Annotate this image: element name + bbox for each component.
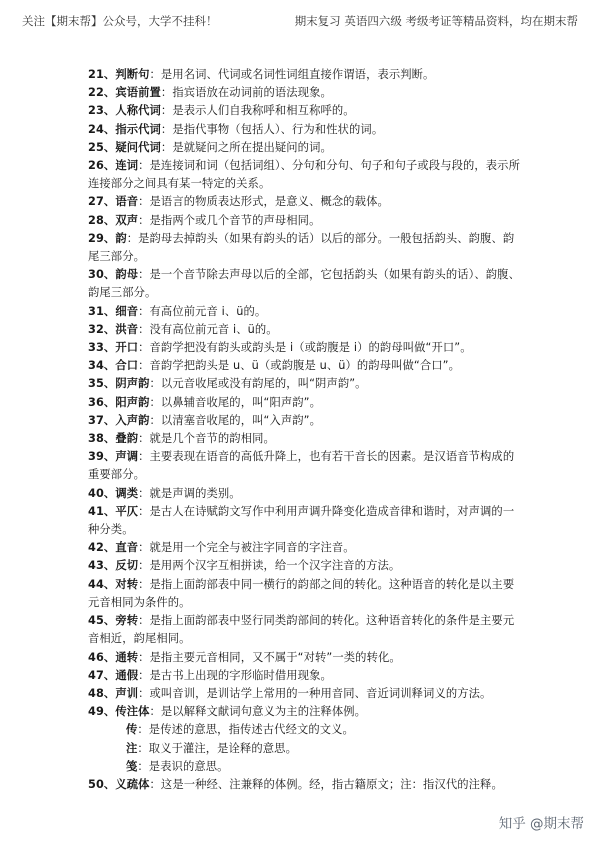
list-item	[88, 776, 520, 794]
entry-definition: ：是连接词和词（包括词组）、分句和分句、句子和句子或段与段的，表示所连接部分之间具有某一特定的关系。	[88, 159, 520, 191]
entry-term: 声训	[115, 686, 139, 700]
entry-number: 46、	[88, 650, 116, 664]
entry-number: 49、	[88, 705, 116, 719]
entry-definition: ：是就疑问之所在提出疑问的词。	[160, 140, 332, 154]
entry-term: 通转	[115, 650, 139, 664]
entry-term: 细音	[115, 304, 139, 318]
entry-number: 32、	[88, 322, 116, 336]
entry-definition: ：以清塞音收尾的，叫“入声韵”。	[149, 413, 321, 427]
entry-term: 洪音	[115, 322, 139, 336]
list-item	[88, 266, 520, 302]
entry-definition: ：是古书上出现的字形临时借用现象。	[138, 668, 332, 682]
list-item	[88, 703, 520, 721]
entry-term: 人称代词	[115, 104, 161, 118]
list-item	[88, 448, 520, 484]
entry-number: 27、	[88, 195, 116, 209]
entry-definition: ：是指两个或几个音节的声母相同。	[138, 213, 321, 227]
entry-term: 判断句	[115, 68, 150, 81]
list-item	[88, 84, 520, 102]
list-item	[88, 667, 520, 685]
entry-number: 30、	[88, 268, 116, 282]
entry-term: 对转	[115, 577, 139, 591]
entry-definition: ：是指上面韵部表中竖行同类韵部间的转化。这种语音转化的条件是主要元音相近，韵尾相同。	[88, 614, 515, 646]
entry-number: 25、	[88, 140, 116, 154]
entry-term: 旁转	[115, 614, 139, 628]
entry-number: 47、	[88, 668, 116, 682]
entry-number: 50、	[88, 777, 116, 791]
entry-definition: ：是指主要元音相同，又不属于“对转”一类的转化。	[138, 650, 401, 664]
entry-term: 阴声韵	[115, 377, 150, 391]
entry-definition: ：以元音收尾或没有韵尾的，叫“阴声韵”。	[149, 377, 367, 391]
entry-definition: ：就是用一个完全与被注字同音的字注音。	[138, 541, 355, 555]
entry-number: 39、	[88, 450, 116, 464]
list-item	[88, 430, 520, 448]
entry-term: 语音	[115, 195, 139, 209]
entry-number: 43、	[88, 559, 116, 573]
entry-number: 24、	[88, 122, 116, 136]
entry-term: 通假	[115, 668, 139, 682]
list-item	[88, 685, 520, 703]
entry-definition: ：是表示人们自我称呼和相互称呼的。	[160, 104, 355, 118]
list-item	[88, 230, 520, 266]
entry-definition: ：是指代事物（包括人）、行为和性状的词。	[160, 122, 384, 136]
entry-definition: ：主要表现在语音的高低升降上，也有若干音长的因素。是汉语音节构成的重要部分。	[88, 450, 515, 482]
entry-number: 34、	[88, 359, 116, 373]
list-item	[88, 539, 520, 557]
list-item	[88, 357, 520, 375]
entry-definition: ：是指上面韵部表中同一横行的韵部之间的转化。这种语音的转化是以主要元音相同为条件的。	[88, 577, 515, 609]
list-item	[88, 557, 520, 575]
entry-definition: ：音韵学把韵头是 u、ü（或韵腹是 u、ü）的韵母叫做“合口”。	[138, 359, 460, 373]
entry-number: 38、	[88, 432, 116, 446]
sub-list-item	[88, 758, 520, 776]
entry-term: 合口	[115, 359, 139, 373]
sub-entry-definition: ：是传述的意思，指传述古代经文的文义。	[137, 723, 354, 737]
entry-number: 31、	[88, 304, 116, 318]
list-item	[88, 375, 520, 393]
entry-term: 入声韵	[115, 413, 150, 427]
list-item	[88, 394, 520, 412]
entry-definition: ：是一个音节除去声母以后的全部，它包括韵头（如果有韵头的话）、韵腹、韵尾三部分。	[88, 268, 520, 300]
list-item	[88, 66, 520, 84]
header-left-text: 关注【期末帮】公众号，大学不挂科！	[22, 14, 218, 28]
entry-number: 21、	[88, 68, 116, 81]
entry-definition: ：是语言的物质表达形式，是意义、概念的载体。	[138, 195, 389, 209]
entry-term: 双声	[115, 213, 139, 227]
sub-entries-block	[88, 721, 520, 776]
list-item	[88, 412, 520, 430]
entry-term: 义疏体	[115, 777, 150, 791]
entries-block	[88, 66, 520, 721]
entry-definition: ：是古人在诗赋韵文写作中利用声调升降变化造成音律和谐时，对声调的一种分类。	[88, 504, 515, 537]
entry-term: 韵	[115, 231, 127, 245]
entry-definition: ：没有高位前元音 i、ü的。	[138, 322, 278, 336]
entry-definition: ：音韵学把没有韵头或韵头是 i（或韵腹是 i）的韵母叫做“开口”。	[138, 341, 472, 355]
entry-term: 平仄	[115, 504, 139, 518]
sub-entry-definition: ：是表识的意思。	[137, 759, 229, 773]
entry-term: 声调	[115, 450, 139, 464]
entry-number: 41、	[88, 504, 116, 518]
list-item	[88, 212, 520, 230]
entry-number: 26、	[88, 159, 116, 173]
entry-term: 阳声韵	[115, 395, 150, 409]
entry-definition: ：就是几个音节的韵相同。	[138, 432, 275, 446]
entry-term: 传注体	[115, 705, 150, 719]
list-item	[88, 157, 520, 193]
list-item	[88, 121, 520, 139]
entry-term: 韵母	[115, 268, 139, 282]
entry-number: 42、	[88, 541, 116, 555]
entry-number: 37、	[88, 413, 116, 427]
entry-number: 45、	[88, 614, 116, 628]
entry-definition: ：就是声调的类别。	[138, 486, 241, 500]
entry-definition: ：这是一种经、注兼释的体例。经，指古籍原文；注：指汉代的注释。	[149, 777, 503, 791]
list-item	[88, 303, 520, 321]
entry-number: 40、	[88, 486, 116, 500]
entry-term: 宾语前置	[115, 86, 161, 100]
entry-number: 22、	[88, 86, 116, 100]
list-item	[88, 485, 520, 503]
entry-number: 36、	[88, 395, 116, 409]
sub-entry-term: 注	[126, 741, 138, 755]
entry-number: 28、	[88, 213, 116, 227]
glossary-list	[88, 66, 520, 794]
sub-list-item	[88, 721, 520, 739]
sub-list-item	[88, 740, 520, 758]
entry-number: 48、	[88, 686, 116, 700]
list-item	[88, 503, 520, 539]
entry-definition: ：以鼻辅音收尾的，叫“阳声韵”。	[149, 395, 321, 409]
entry-definition: ：或叫音训，是训诂学上常用的一种用音同、音近词训释词义的方法。	[138, 686, 492, 700]
entry-term: 直音	[115, 541, 139, 555]
entry-term: 开口	[115, 341, 139, 355]
list-item	[88, 339, 520, 357]
zhihu-watermark: 知乎 @期末帮	[498, 816, 584, 832]
list-item	[88, 321, 520, 339]
list-item	[88, 193, 520, 211]
list-item	[88, 102, 520, 120]
entry-definition: ：是韵母去掉韵头（如果有韵头的话）以后的部分。一般包括韵头、韵腹、韵尾三部分。	[88, 231, 515, 264]
entry-term: 反切	[115, 559, 139, 573]
list-item	[88, 649, 520, 667]
entry-term: 叠韵	[115, 432, 139, 446]
header-right-text: 期末复习 英语四六级 考级考证等精品资料，均在期末帮	[294, 14, 578, 28]
entry-term: 连词	[115, 159, 139, 173]
entry-number: 29、	[88, 231, 116, 245]
entry-term: 指示代词	[115, 122, 161, 136]
entry-definition: ：是用名词、代词或名词性词组直接作谓语，表示判断。	[149, 68, 435, 81]
list-item	[88, 576, 520, 612]
list-item	[88, 612, 520, 648]
entry-definition: ：指宾语放在动词前的语法现象。	[160, 86, 332, 100]
sub-entry-term: 传	[126, 723, 138, 737]
entry-term: 疑问代词	[115, 140, 161, 154]
entry-definition: ：是以解释文献词句意义为主的注释体例。	[149, 705, 367, 719]
entry-number: 35、	[88, 377, 116, 391]
entry-term: 调类	[115, 486, 139, 500]
sub-entry-term: 笺	[126, 759, 138, 773]
sub-entry-definition: ：取义于灌注，是诠释的意思。	[137, 741, 297, 755]
entry-number: 33、	[88, 341, 116, 355]
entry-definition: ：有高位前元音 i、ü的。	[138, 304, 267, 318]
page-header	[0, 0, 600, 36]
entry-number: 23、	[88, 104, 116, 118]
entry-definition: ：是用两个汉字互相拼读，给一个汉字注音的方法。	[138, 559, 401, 573]
entry-number: 44、	[88, 577, 116, 591]
list-item	[88, 139, 520, 157]
